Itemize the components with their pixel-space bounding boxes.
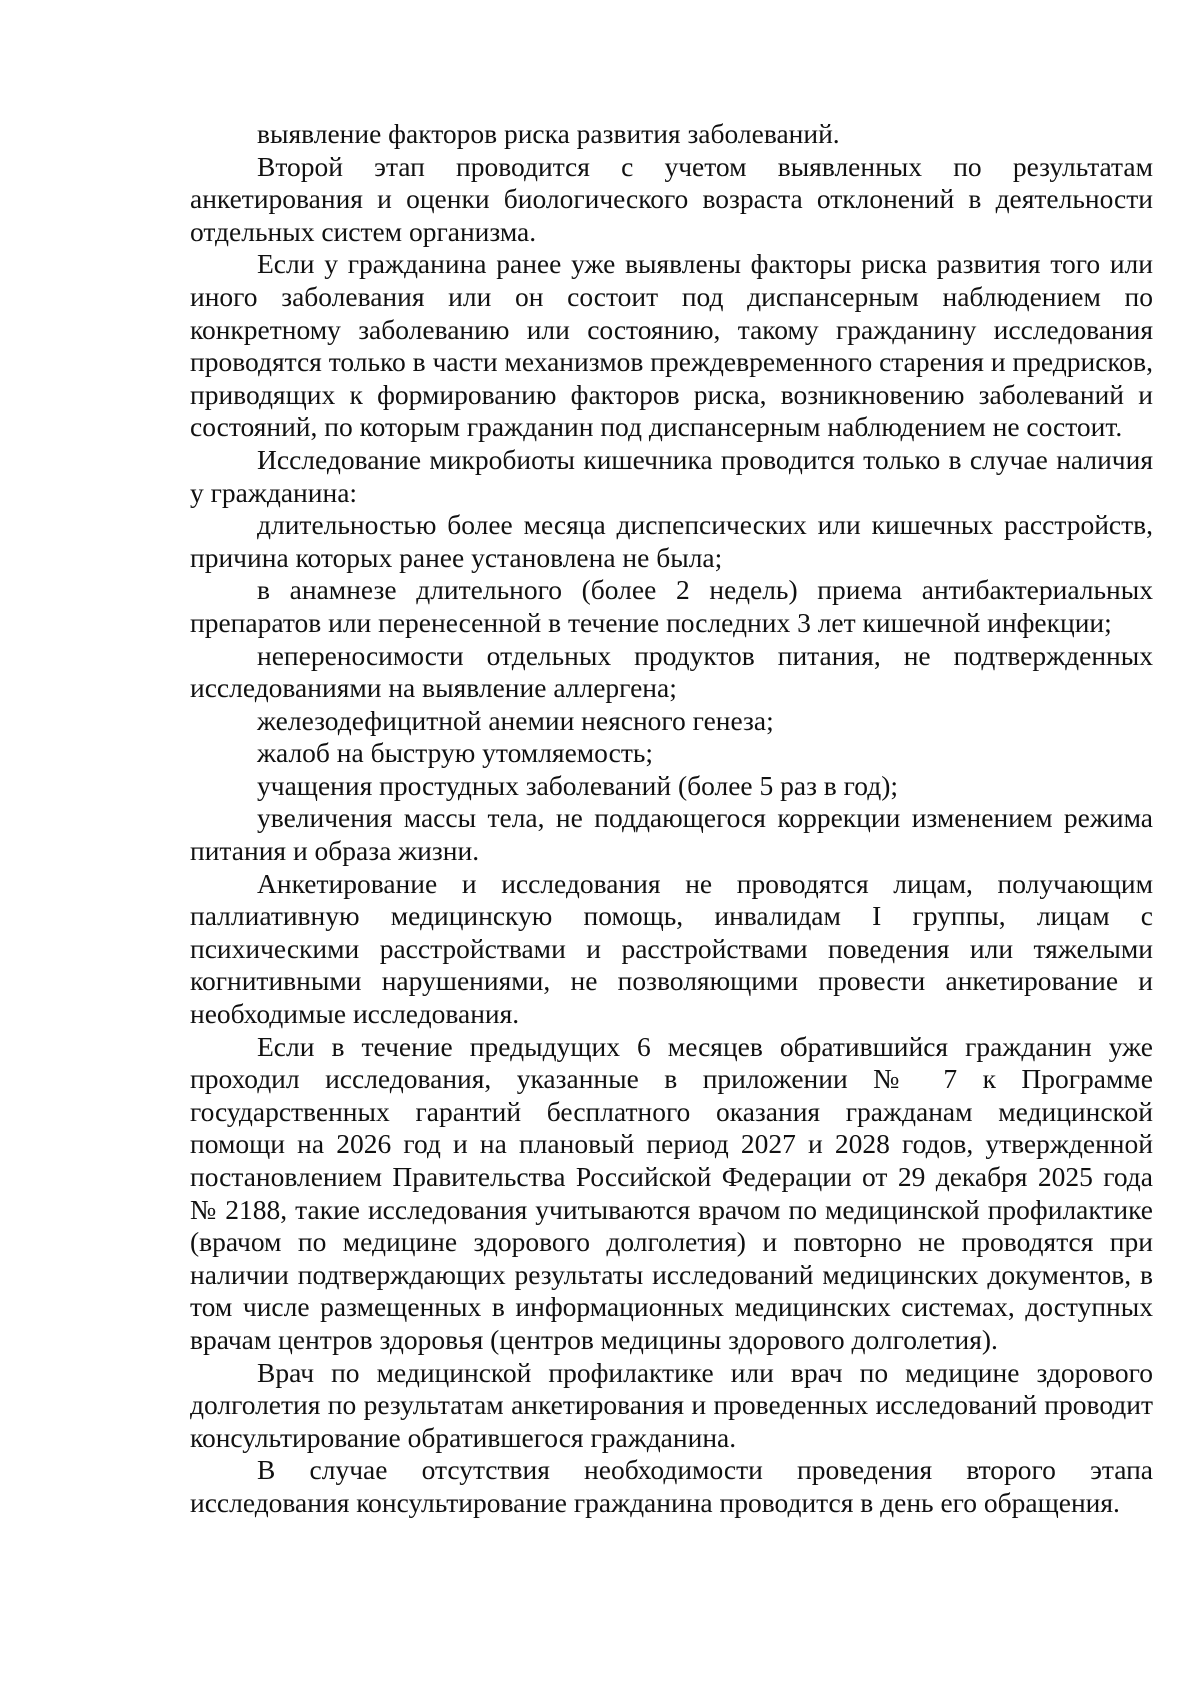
paragraph-same-day: В случае отсутствия необходимости проведения второго этапа исследования консультирование гражданина проводится в день его обращения. <box>190 1454 1153 1518</box>
list-item-antibiotics: в анамнезе длительного (более 2 недель) приема антибактериальных препаратов или перенесенной в течение последних 3 лет кишечной инфекции; <box>190 574 1153 638</box>
list-item-colds: учащения простудных заболеваний (более 5 раз в год); <box>257 769 899 801</box>
list-item-fatigue: жалоб на быструю утомляемость; <box>257 737 654 769</box>
paragraph-consultation: Врач по медицинской профилактике или врач по медицине здорового долголетия по результатам анкетирования и проведенных исследований проводит консультирование обратившегося гражданина. <box>190 1356 1153 1453</box>
paragraph-risk-factors: Если у гражданина ранее уже выявлены факторы риска развития того или иного заболевания или он состоит под диспансерным наблюдением по конкретному заболеванию или состоянию, такому гражданину исследования проводятся только в части механизмов преждевременного старения и предрисков, приводящих к формированию факторов риска, возникновению заболеваний и состояний, по которым гражданин под диспансерным наблюдением не состоит. <box>190 248 1153 443</box>
paragraph-exclusions: Анкетирование и исследования не проводятся лицам, получающим паллиативную медицинскую помощь, инвалидам I группы, лицам с психическими расстройствами и расстройствами поведения или тяжелыми когнитивными нарушениями, не позволяющими провести анкетирование и необходимые исследования. <box>190 867 1153 1030</box>
list-item-food-intolerance: непереносимости отдельных продуктов питания, не подтвержденных исследованиями на выявление аллергена; <box>190 639 1153 704</box>
paragraph-continuation: выявление факторов риска развития заболеваний. <box>257 118 840 149</box>
list-item-dyspepsia: длительностью более месяца диспепсических или кишечных расстройств, причина которых ранее установлена не была; <box>190 509 1153 573</box>
paragraph-microbiota-intro: Исследование микробиоты кишечника проводится только в случае наличия у гражданина: <box>190 443 1153 508</box>
paragraph-second-stage: Второй этап проводится с учетом выявленных по результатам анкетирования и оценки биологического возраста отклонений в деятельности отдельных систем организма. <box>190 150 1153 247</box>
paragraph-previous-tests: Если в течение предыдущих 6 месяцев обратившийся гражданин уже проходил исследования, указанные в приложении № 7 к Программе государственных гарантий бесплатного оказания гражданам медицинской помощи на 2026 год и на плановый период 2027 и 2028 годов, утвержденной постановлением Правительства Российской Федерации от 29 декабря 2025 года № 2188, такие исследования учитываются врачом по медицинской профилактике (врачом по медицине здорового долголетия) и повторно не проводятся при наличии подтверждающих результаты исследований медицинских документов, в том числе размещенных в информационных медицинских системах, доступных врачам центров здоровья (центров медицины здорового долголетия). <box>190 1030 1153 1355</box>
list-item-weight: увеличения массы тела, не поддающегося коррекции изменением режима питания и образа жизни. <box>190 802 1153 867</box>
list-item-anemia: железодефицитной анемии неясного генеза; <box>257 704 774 736</box>
document-body <box>190 118 1153 1520</box>
